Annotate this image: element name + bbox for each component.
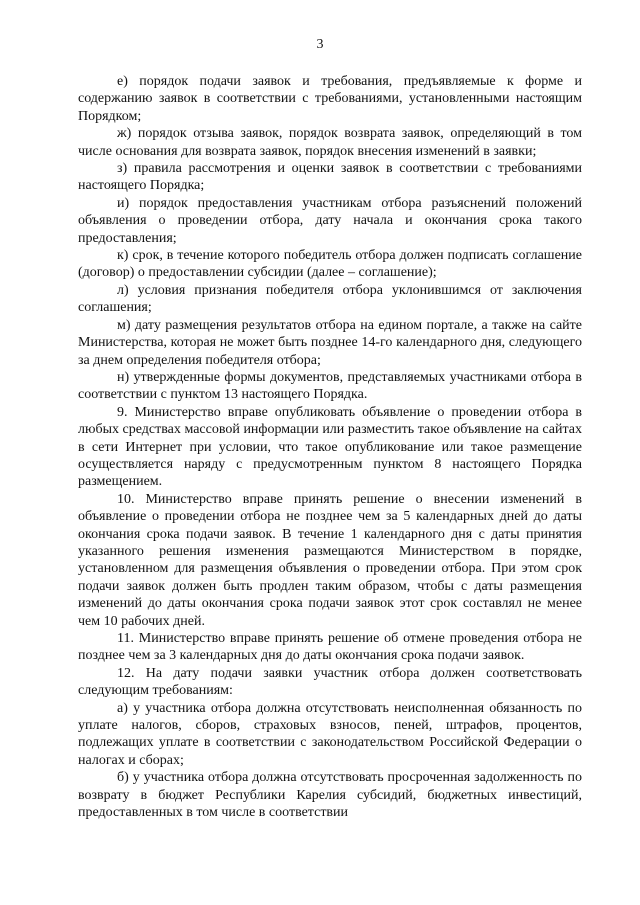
- paragraph-10: 10. Министерство вправе принять решение о внесении изменений в объявление о проведении отбора не позднее чем за 5 календарных дней до даты окончания срока подачи заявок. В течение 1 календарного дня с даты принятия указанного решения изменения размещаются Министерством в порядке, установленном для размещения объявления о проведении отбора. При этом срок подачи заявок должен быть продлен таким образом, чтобы с даты размещения изменений до даты окончания срока подачи заявок этот срок составлял не менее чем 10 рабочих дней.: [78, 491, 582, 629]
- paragraph-12-b: б) у участника отбора должна отсутствовать просроченная задолженность по возврату в бюджет Республики Карелия субсидий, бюджетных инвестиций, предоставленных в том числе в соответствии: [78, 770, 582, 821]
- paragraph-k: к) срок, в течение которого победитель отбора должен подписать соглашение (договор) о предоставлении субсидии (далее – соглашение);: [78, 248, 582, 281]
- paragraph-12-a: а) у участника отбора должна отсутствовать неисполненная обязанность по уплате налогов, сборов, страховых взносов, пеней, штрафов, процентов, подлежащих уплате в соответствии с законодательством Российской Федерации о налогах и сборах;: [78, 700, 582, 768]
- paragraph-m: м) дату размещения результатов отбора на едином портале, а также на сайте Министерства, которая не может быть позднее 14-го календарного дня, следующего за днем определения победителя отбора;: [78, 317, 582, 368]
- document-body: [78, 73, 582, 821]
- paragraph-e: е) порядок подачи заявок и требования, предъявляемые к форме и содержанию заявок в соответствии с требованиями, установленными настоящим Порядком;: [78, 74, 582, 124]
- paragraph-9: 9. Министерство вправе опубликовать объявление о проведении отбора в любых средствах массовой информации или разместить такое объявление на сайтах в сети Интернет при условии, что такое опубликование или такое размещение осуществляется наряду с предусмотренным пунктом 8 настоящего Порядка размещением.: [78, 404, 582, 490]
- page-number: 3: [316, 37, 324, 52]
- paragraph-n: н) утвержденные формы документов, представляемых участниками отбора в соответствии с пунктом 13 настоящего Порядка.: [78, 369, 582, 403]
- paragraph-zh: ж) порядок отзыва заявок, порядок возврата заявок, определяющий в том числе основания для возврата заявок, порядок внесения изменений в заявки;: [78, 126, 582, 159]
- paragraph-12: 12. На дату подачи заявки участник отбора должен соответствовать следующим требованиям:: [78, 665, 582, 699]
- paragraph-z: з) правила рассмотрения и оценки заявок в соответствии с требованиями настоящего Порядка;: [78, 161, 582, 194]
- paragraph-l: л) условия признания победителя отбора уклонившимся от заключения соглашения;: [78, 282, 582, 316]
- paragraph-i: и) порядок предоставления участникам отбора разъяснений положений объявления о проведении отбора, дату начала и окончания срока такого предоставления;: [78, 195, 582, 246]
- paragraph-11: 11. Министерство вправе принять решение об отмене проведения отбора не позднее чем за 3 календарных дня до даты окончания срока подачи заявок.: [78, 631, 582, 664]
